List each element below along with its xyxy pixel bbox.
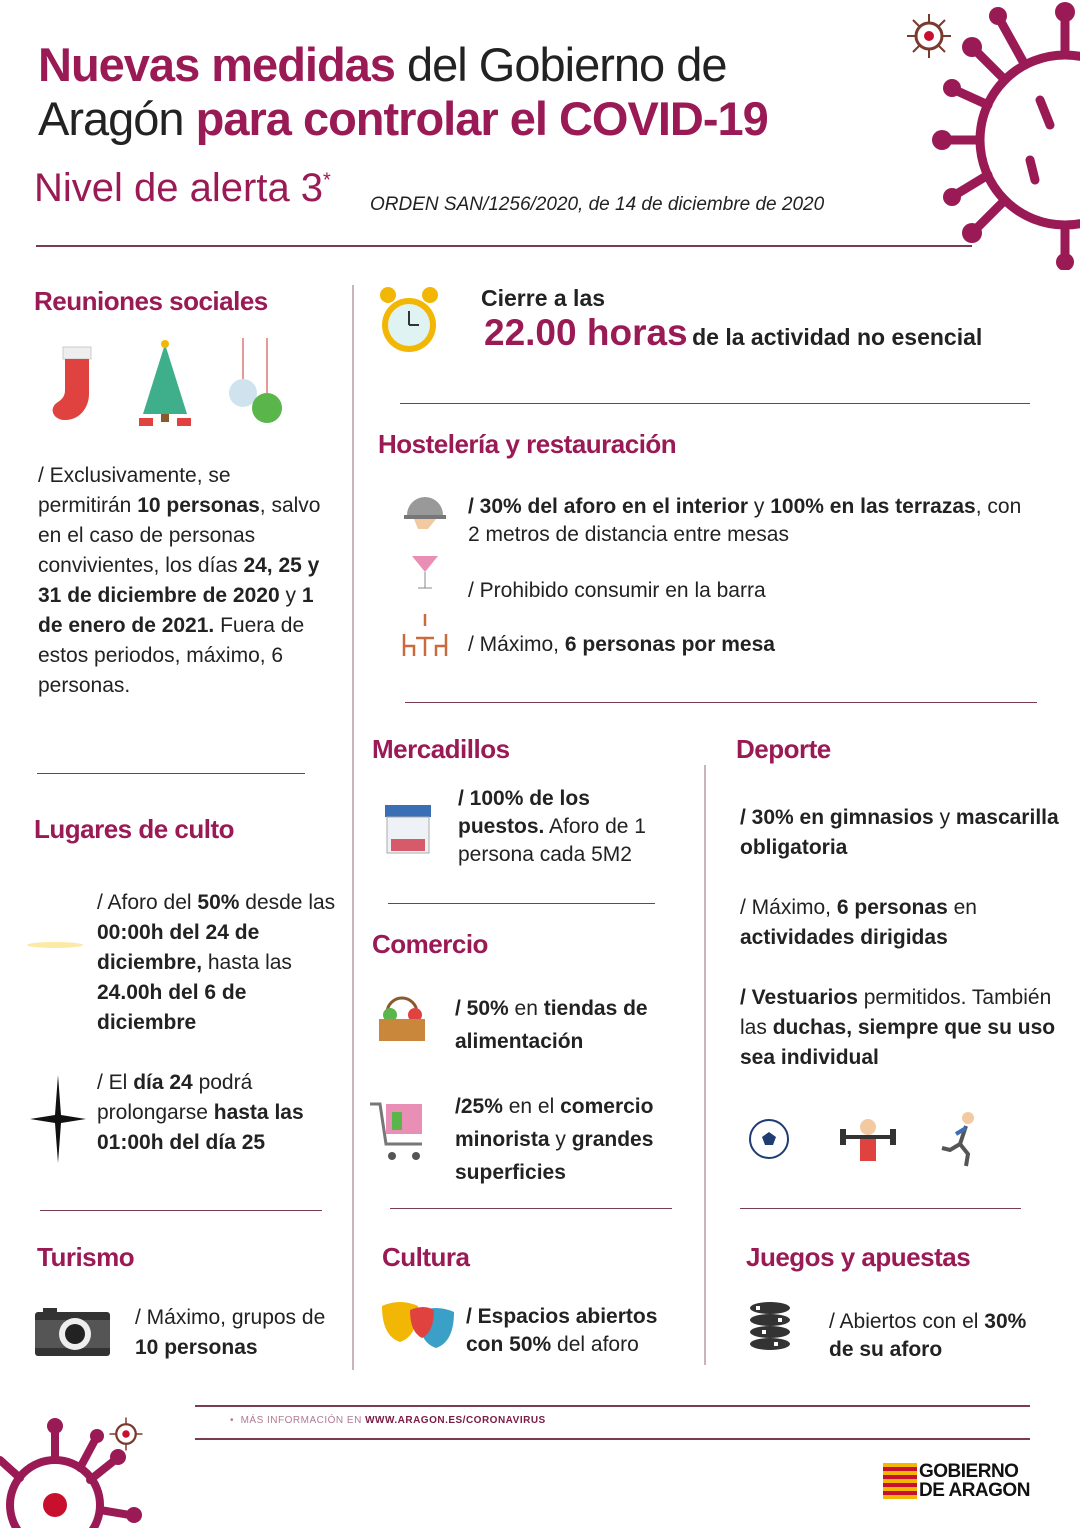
hosteleria-item [468, 493, 1028, 549]
deporte-item [740, 983, 1060, 1073]
divider [390, 1208, 672, 1209]
text-bold-segment: hasta las 01:00h del día 25 [97, 1101, 304, 1154]
cierre-label: Cierre a las [481, 285, 606, 311]
text-segment: , con 2 metros de distancia entre mesas [468, 495, 1022, 546]
text-bold-segment: 24, 25 y 31 de diciembre de 2020 [38, 554, 320, 607]
text-segment: desde las [239, 891, 336, 914]
text-bold-segment: / 50% [455, 997, 509, 1020]
deporte-item [740, 893, 1060, 953]
text-bold-segment: 24.00h del 6 de diciembre [97, 981, 247, 1034]
text-segment: / Máximo, [468, 633, 565, 656]
text-segment: hasta las [202, 951, 292, 974]
culto-text-2 [97, 1068, 345, 1158]
christmas-tree-icon [135, 338, 195, 428]
poker-chips-icon [748, 1300, 792, 1356]
section-title-comercio: Comercio [372, 929, 488, 959]
text-segment: del aforo [551, 1333, 639, 1356]
text-bold-segment: 6 personas por mesa [564, 633, 775, 656]
text-segment: Aforo de 1 persona cada 5M2 [458, 815, 646, 866]
section-title-deporte: Deporte [736, 734, 831, 764]
alert-level-mark: * [323, 169, 331, 192]
column-divider [704, 765, 706, 1365]
text-bold-segment: / 100% de los puestos. [458, 787, 590, 838]
text-segment: podrá prolongarse [97, 1071, 253, 1124]
section-title-cultura: Cultura [382, 1242, 470, 1272]
divider [36, 245, 972, 247]
cultura-text [466, 1303, 696, 1359]
divider [405, 702, 1037, 703]
text-segment: y [549, 1128, 572, 1151]
table-chairs-icon [400, 612, 450, 658]
comercio-item [455, 992, 695, 1058]
comercio-item [455, 1090, 695, 1189]
text-segment: / Aforo del [97, 891, 198, 914]
column-divider [352, 285, 354, 1370]
text-bold-segment: / 30% en gimnasios [740, 806, 934, 829]
text-segment: / Máximo, grupos de [135, 1306, 326, 1329]
mercadillos-text [458, 785, 673, 869]
text-bold-segment: / Vestuarios [740, 986, 858, 1009]
more-info: • MÁS INFORMACIÓN EN WWW.ARAGON.ES/CORONAVIRUS [230, 1415, 546, 1426]
alarm-clock-icon [378, 283, 440, 358]
text-bold-segment: 30% de su aforo [829, 1310, 1027, 1361]
runner-icon [940, 1110, 980, 1168]
section-title-culto: Lugares de culto [34, 814, 235, 844]
cierre-hour-line [484, 312, 982, 354]
grocery-basket-icon [375, 993, 430, 1045]
cierre-rest: de la actividad no esencial [692, 324, 983, 350]
divider [740, 1208, 1021, 1209]
cierre-hour: 22.00 horas [484, 312, 688, 353]
section-title-mercadillos: Mercadillos [372, 734, 510, 764]
reuniones-text [38, 461, 328, 701]
text-bold-segment: / 30% del aforo en el interior [468, 495, 749, 518]
theater-masks-icon [380, 1300, 458, 1354]
deporte-item [740, 803, 1060, 863]
text-bold-segment: 1 de enero de 2021. [38, 584, 314, 637]
alert-level-text: Nivel de alerta 3 [34, 166, 324, 210]
christmas-stocking-icon [45, 345, 100, 425]
text-bold-segment: /25% [455, 1095, 503, 1118]
order-reference: ORDEN SAN/1256/2020, de 14 de diciembre de 2020 [370, 194, 825, 215]
text-bold-segment: 10 personas [137, 494, 260, 517]
market-stall-icon [383, 803, 433, 855]
text-segment: y [933, 806, 956, 829]
text-bold-segment: día 24 [133, 1071, 193, 1094]
text-bold-segment: duchas, siempre que su uso sea individual [740, 1016, 1056, 1069]
text-segment: / Prohibido consumir en la barra [468, 579, 766, 602]
title-line-2 [38, 92, 768, 146]
text-bold-segment: comercio minorista [455, 1095, 654, 1151]
title-line-1 [38, 38, 726, 92]
text-segment: Fuera de estos periodos, máximo, 6 personas. [38, 614, 305, 697]
turismo-text [135, 1303, 335, 1363]
section-title-hosteleria: Hostelería y restauración [378, 429, 677, 459]
text-bold-segment: 10 personas [135, 1336, 258, 1359]
section-title-juegos: Juegos y apuestas [746, 1242, 971, 1272]
alert-level [34, 166, 331, 211]
section-title-reuniones: Reuniones sociales [34, 286, 268, 316]
divider [40, 1210, 322, 1211]
text-segment: / Exclusivamente, se permitirán [38, 464, 231, 517]
text-segment: del Gobierno de [394, 38, 727, 91]
hosteleria-item [468, 576, 766, 606]
divider [37, 773, 305, 774]
culto-text-1 [97, 888, 345, 1038]
text-segment: en el [502, 1095, 561, 1118]
candle-light-icon [25, 930, 85, 960]
text-segment: / El [97, 1071, 134, 1094]
text-bold-segment: 00:00h del 24 de diciembre, [97, 921, 260, 974]
divider [388, 903, 655, 904]
text-segment: y [279, 584, 302, 607]
divider [195, 1438, 1030, 1440]
more-info-link[interactable]: WWW.ARAGON.ES/CORONAVIRUS [365, 1415, 546, 1426]
text-segment: Aragón [38, 92, 196, 145]
camera-icon [35, 1308, 110, 1356]
text-segment: y [748, 495, 771, 518]
shopping-cart-icon [368, 1100, 430, 1165]
aragon-flag-icon [883, 1463, 917, 1499]
text-bold-segment: 6 personas [836, 896, 948, 919]
text-bold-segment: 50% [197, 891, 240, 914]
small-virus-icon [108, 1416, 144, 1452]
cloche-icon [404, 490, 446, 532]
divider [195, 1405, 1030, 1407]
text-segment: en [508, 997, 544, 1020]
text-segment: , salvo en el caso de personas convivientes, los días [38, 494, 321, 577]
divider [400, 403, 1030, 404]
text-segment: en [947, 896, 977, 919]
text-segment: / Abiertos con el [829, 1310, 985, 1333]
text-bold-segment: Nuevas medidas [38, 38, 395, 91]
hosteleria-item [468, 630, 775, 660]
logo-line-2: DE ARAGON [919, 1480, 1030, 1501]
text-bold-segment: grandes superficies [455, 1128, 654, 1184]
text-bold-segment: actividades dirigidas [740, 926, 948, 949]
text-bold-segment: / Espacios abiertos con 50% [466, 1305, 658, 1356]
text-segment: / Máximo, [740, 896, 837, 919]
ornaments-icon [225, 338, 285, 428]
text-bold-segment: para controlar el COVID-19 [195, 92, 768, 145]
soccer-ball-icon [748, 1118, 790, 1160]
more-info-label: MÁS INFORMACIÓN EN [240, 1415, 366, 1426]
small-virus-icon [905, 12, 953, 60]
juegos-text [829, 1308, 1029, 1364]
cocktail-icon [410, 550, 440, 592]
weightlifter-icon [838, 1115, 898, 1165]
text-segment: permitidos. También las [740, 986, 1052, 1039]
text-bold-segment: tiendas de alimentación [455, 997, 648, 1053]
section-title-turismo: Turismo [37, 1242, 135, 1272]
logo-line-1: GOBIERNO [919, 1461, 1019, 1482]
text-bold-segment: mascarilla obligatoria [740, 806, 1059, 859]
star-icon [30, 1075, 86, 1163]
text-bold-segment: 100% en las terrazas [770, 495, 976, 518]
